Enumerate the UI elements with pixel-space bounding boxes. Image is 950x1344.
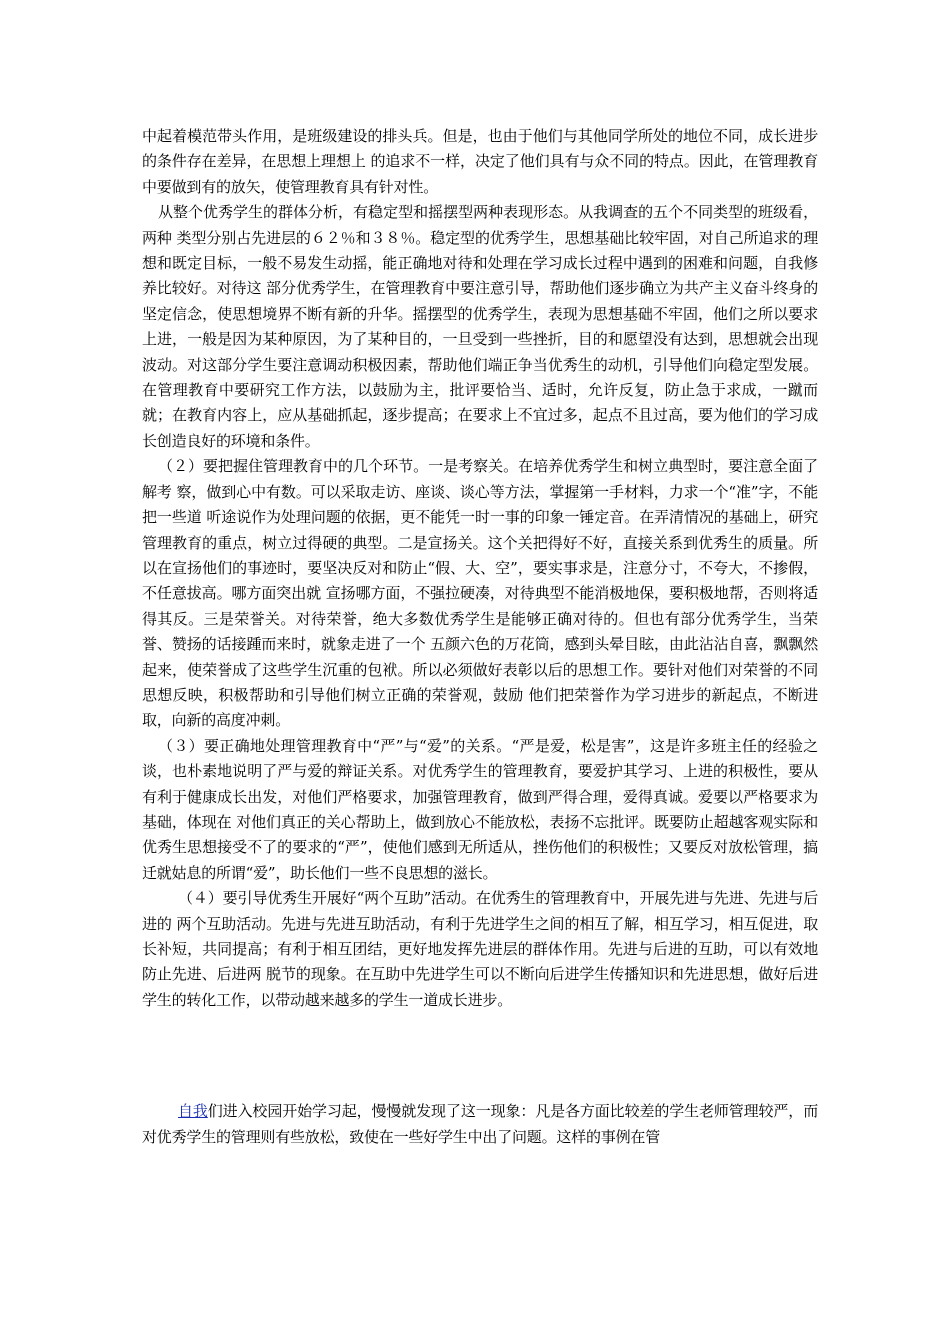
paragraph-2: 从整个优秀学生的群体分析，有稳定型和摇摆型两种表现形态。从我调查的五个不同类型的班级看，两种 类型分别占先进层的６２％和３８％。稳定型的优秀学生，思想基础比较牢固，对自己所追求的理想和既定目标，一般不易发生动摇，能正确地对待和处理在学习成长过程中遇到的困难和问题，自我修养比较好。对待这 部分优秀学生，在管理教育中要注意引导，帮助他们逐步确立为共产主义奋斗终身的坚定信念，使思想境界不断有新的升华。摇摆型的优秀学生，表现为思想基础不牢固，他们之所以要求上进，一般是因为某种原因，为了某种目的，一旦受到一些挫折，目的和愿望没有达到，思想就会出现波动。对这部分学生要注意调动积极因素，帮助他们端正争当优秀生的动机，引导他们向稳定型发展。在管理教育中要研究工作方法，以鼓励为主，批评要恰当、适时，允许反复，防止急于求成，一蹴而就；在教育内容上，应从基础抓起，逐步提高；在要求上不宜过多，起点不且过高，要为他们的学习成长创造良好的环境和条件。 (142, 203, 818, 450)
section-gap (142, 1013, 818, 1099)
paragraph-4: （３）要正确地处理管理教育中“严”与“爱”的关系。“严是爱，松是害”，这是许多班主任的经验之 谈，也朴素地说明了严与爱的辩证关系。对优秀学生的管理教育，要爱护其学习、上进的积极性，要从有利于健康成长出发，对他们严格要求，加强管理教育，做到严得合理，爱得真诚。爱要以严格要求为基础，体现在 对他们真正的关心帮助上，做到放心不能放松，表扬不忘批评。既要防止超越客观实际和优秀生思想接受不了的要求的“严”，使他们感到无所适从，挫伤他们的积极性；又要反对放松管理，搞迁就姑息的所谓“爱”，助长他们一些不良思想的滋长。 (142, 736, 818, 882)
document-page (142, 124, 818, 1150)
self-link[interactable]: 自我 (178, 1102, 208, 1121)
paragraph-6 (142, 1099, 818, 1150)
paragraph-6-text: 们进入校园开始学习起，慢慢就发现了这一现象：凡是各方面比较差的学生老师管理较严，而对优秀学生的管理则有些放松，致使在一些好学生中出了问题。这样的事例在管 (142, 1102, 818, 1146)
paragraph-1: 中起着模范带头作用，是班级建设的排头兵。但是，也由于他们与其他同学所处的地位不同，成长进步的条件存在差异，在思想上理想上 的追求不一样，决定了他们具有与众不同的特点。因此，在管理教育中要做到有的放矢，使管理教育具有针对性。 (142, 127, 818, 196)
paragraph-3: （２）要把握住管理教育中的几个环节。一是考察关。在培养优秀学生和树立典型时，要注意全面了解考 察，做到心中有数。可以采取走访、座谈、谈心等方法，掌握第一手材料，力求一个“准”字，不能把一些道 听途说作为处理问题的依据，更不能凭一时一事的印象一锤定音。在弄清情况的基础上，研究管理教育的重点，树立过得硬的典型。二是宣扬关。这个关把得好不好，直接关系到优秀生的质量。所以在宣扬他们的事迹时，要坚决反对和防止“假、大、空”，要实事求是，注意分寸，不夸大，不掺假，不任意拔高。哪方面突出就 宣扬哪方面，不强拉硬凑，对待典型不能消极地保，要积极地帮，否则将适得其反。三是荣誉关。对待荣誉，绝大多数优秀学生是能够正确对待的。但也有部分优秀学生，当荣誉、赞扬的话接踵而来时，就象走进了一个 五颜六色的万花筒，感到头晕目眩，由此沾沾自喜，飘飘然起来，使荣誉成了这些学生沉重的包袱。所以必须做好表彰以后的思想工作。要针对他们对荣誉的不同思想反映，积极帮助和引导他们树立正确的荣誉观，鼓励 他们把荣誉作为学习进步的新起点，不断进取，向新的高度冲刺。 (142, 457, 818, 730)
paragraph-5: （４）要引导优秀生开展好“两个互助”活动。在优秀生的管理教育中，开展先进与先进、先进与后进的 两个互助活动。先进与先进互助活动，有利于先进学生之间的相互了解，相互学习，相互促进，取长补短，共同提高；有利于相互团结，更好地发挥先进层的群体作用。先进与后进的互助，可以有效地防止先进、后进两 脱节的现象。在互助中先进学生可以不断向后进学生传播知识和先进思想，做好后进学生的转化工作，以带动越来越多的学生一道成长进步。 (142, 889, 818, 1009)
